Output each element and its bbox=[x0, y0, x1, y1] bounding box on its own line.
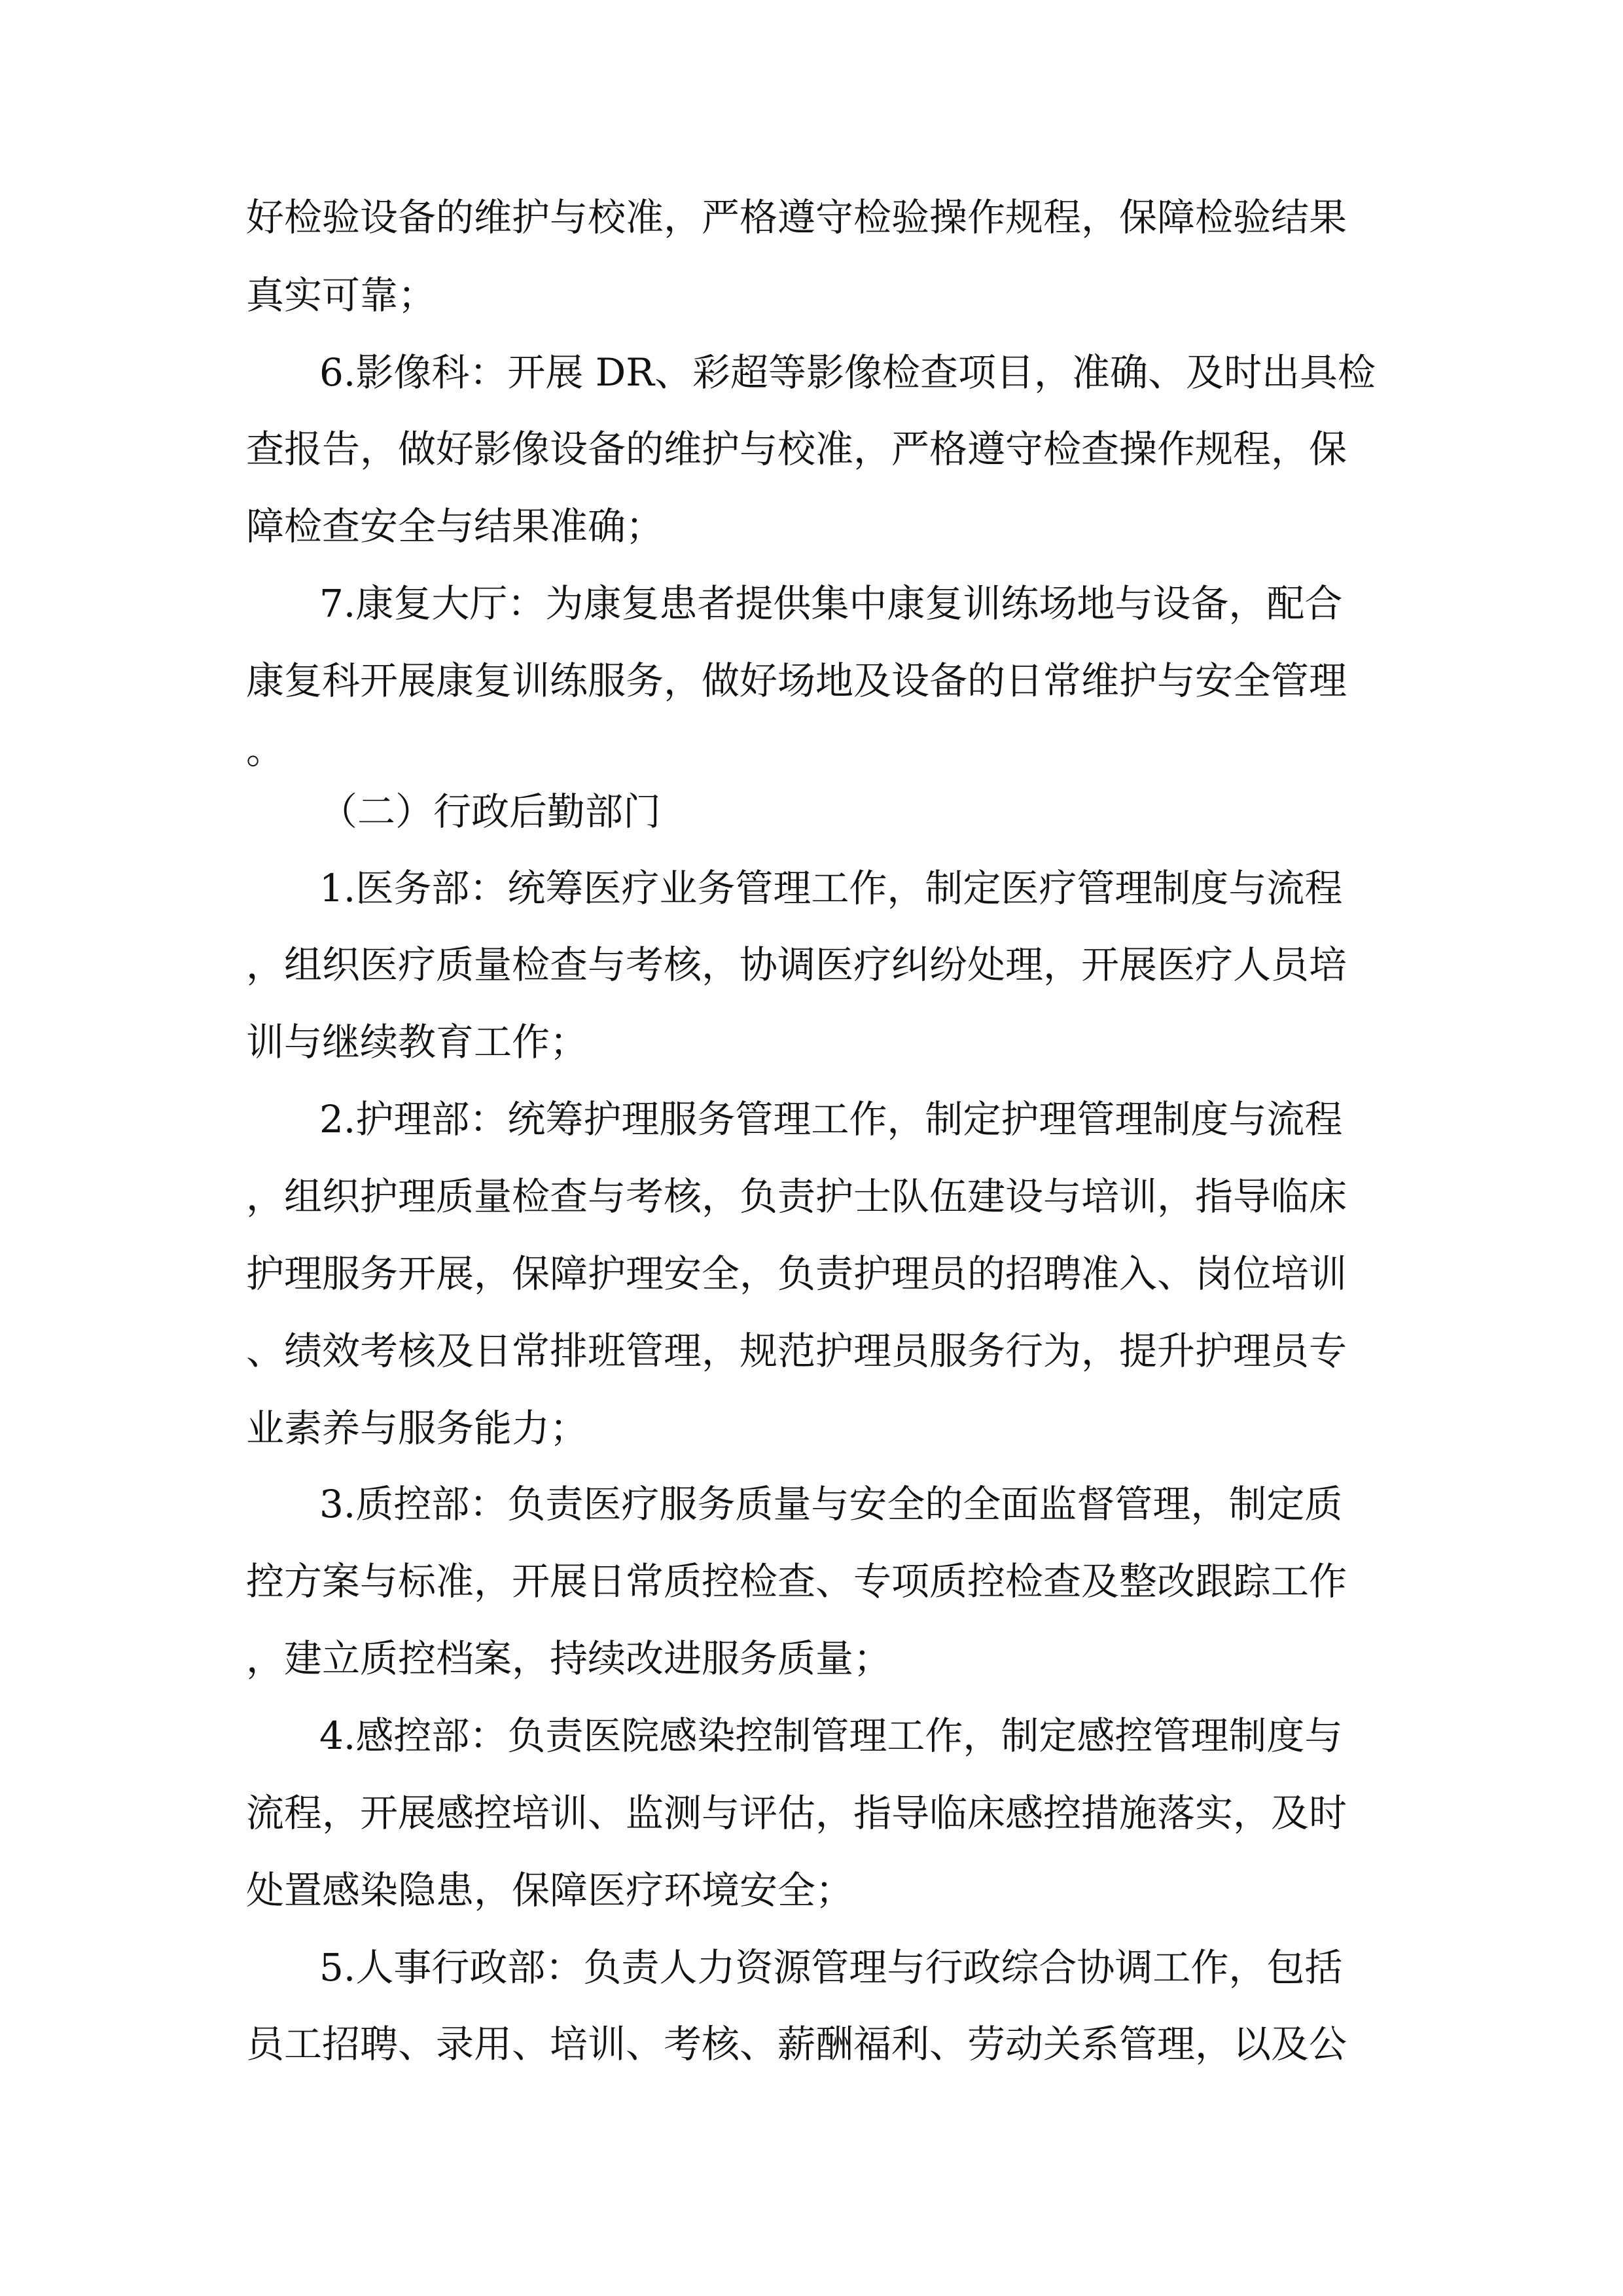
body-text-line: 真实可靠； bbox=[246, 273, 437, 317]
body-text-line: 流程，开展感控培训、监测与评估，指导临床感控措施落实，及时 bbox=[246, 1791, 1347, 1835]
list-item-medical-affairs: 1.医务部：统筹医疗业务管理工作，制定医疗管理制度与流程 bbox=[319, 866, 1343, 910]
list-item-quality-control: 3.质控部：负责医疗服务质量与安全的全面监督管理，制定质 bbox=[319, 1482, 1343, 1526]
body-text-line: 控方案与标准，开展日常质控检查、专项质控检查及整改跟踪工作 bbox=[246, 1559, 1347, 1604]
body-text-line: ，组织医疗质量检查与考核，协调医疗纠纷处理，开展医疗人员培 bbox=[246, 942, 1347, 987]
list-item-nursing: 2.护理部：统筹护理服务管理工作，制定护理管理制度与流程 bbox=[319, 1097, 1343, 1141]
body-text-line: 。 bbox=[246, 728, 285, 772]
body-text-line: ，建立质控档案，持续改进服务质量； bbox=[246, 1636, 892, 1681]
body-text-line: 护理服务开展，保障护理安全，负责护理员的招聘准入、岗位培训 bbox=[246, 1251, 1347, 1296]
section-heading-admin: （二）行政后勤部门 bbox=[319, 789, 662, 834]
list-item-infection-control: 4.感控部：负责医院感染控制管理工作，制定感控管理制度与 bbox=[319, 1713, 1343, 1758]
body-text-line: 业素养与服务能力； bbox=[246, 1406, 588, 1450]
body-text-line: 障检查安全与结果准确； bbox=[246, 504, 664, 548]
body-text-line: ，组织护理质量检查与考核，负责护士队伍建设与培训，指导临床 bbox=[246, 1174, 1347, 1219]
body-text-line: 处置感染隐患，保障医疗环境安全； bbox=[246, 1868, 854, 1912]
body-text-line: 、绩效考核及日常排班管理，规范护理员服务行为，提升护理员专 bbox=[246, 1329, 1347, 1373]
body-text-line: 康复科开展康复训练服务，做好场地及设备的日常维护与安全管理 bbox=[246, 658, 1347, 703]
list-item-hr-admin: 5.人事行政部：负责人力资源管理与行政综合协调工作，包括 bbox=[319, 1945, 1343, 1990]
body-text-line: 员工招聘、录用、培训、考核、薪酬福利、劳动关系管理，以及公 bbox=[246, 2022, 1347, 2066]
body-text-line: 好检验设备的维护与校准，严格遵守检验操作规程，保障检验结果 bbox=[246, 195, 1347, 240]
body-text-line: 查报告，做好影像设备的维护与校准，严格遵守检查操作规程，保 bbox=[246, 427, 1347, 471]
list-item-rehab-hall: 7.康复大厅：为康复患者提供集中康复训练场地与设备，配合 bbox=[319, 581, 1343, 626]
body-text-line: 训与继续教育工作； bbox=[246, 1020, 588, 1064]
list-item-imaging: 6.影像科：开展 DR、彩超等影像检查项目，准确、及时出具检 bbox=[319, 350, 1376, 395]
